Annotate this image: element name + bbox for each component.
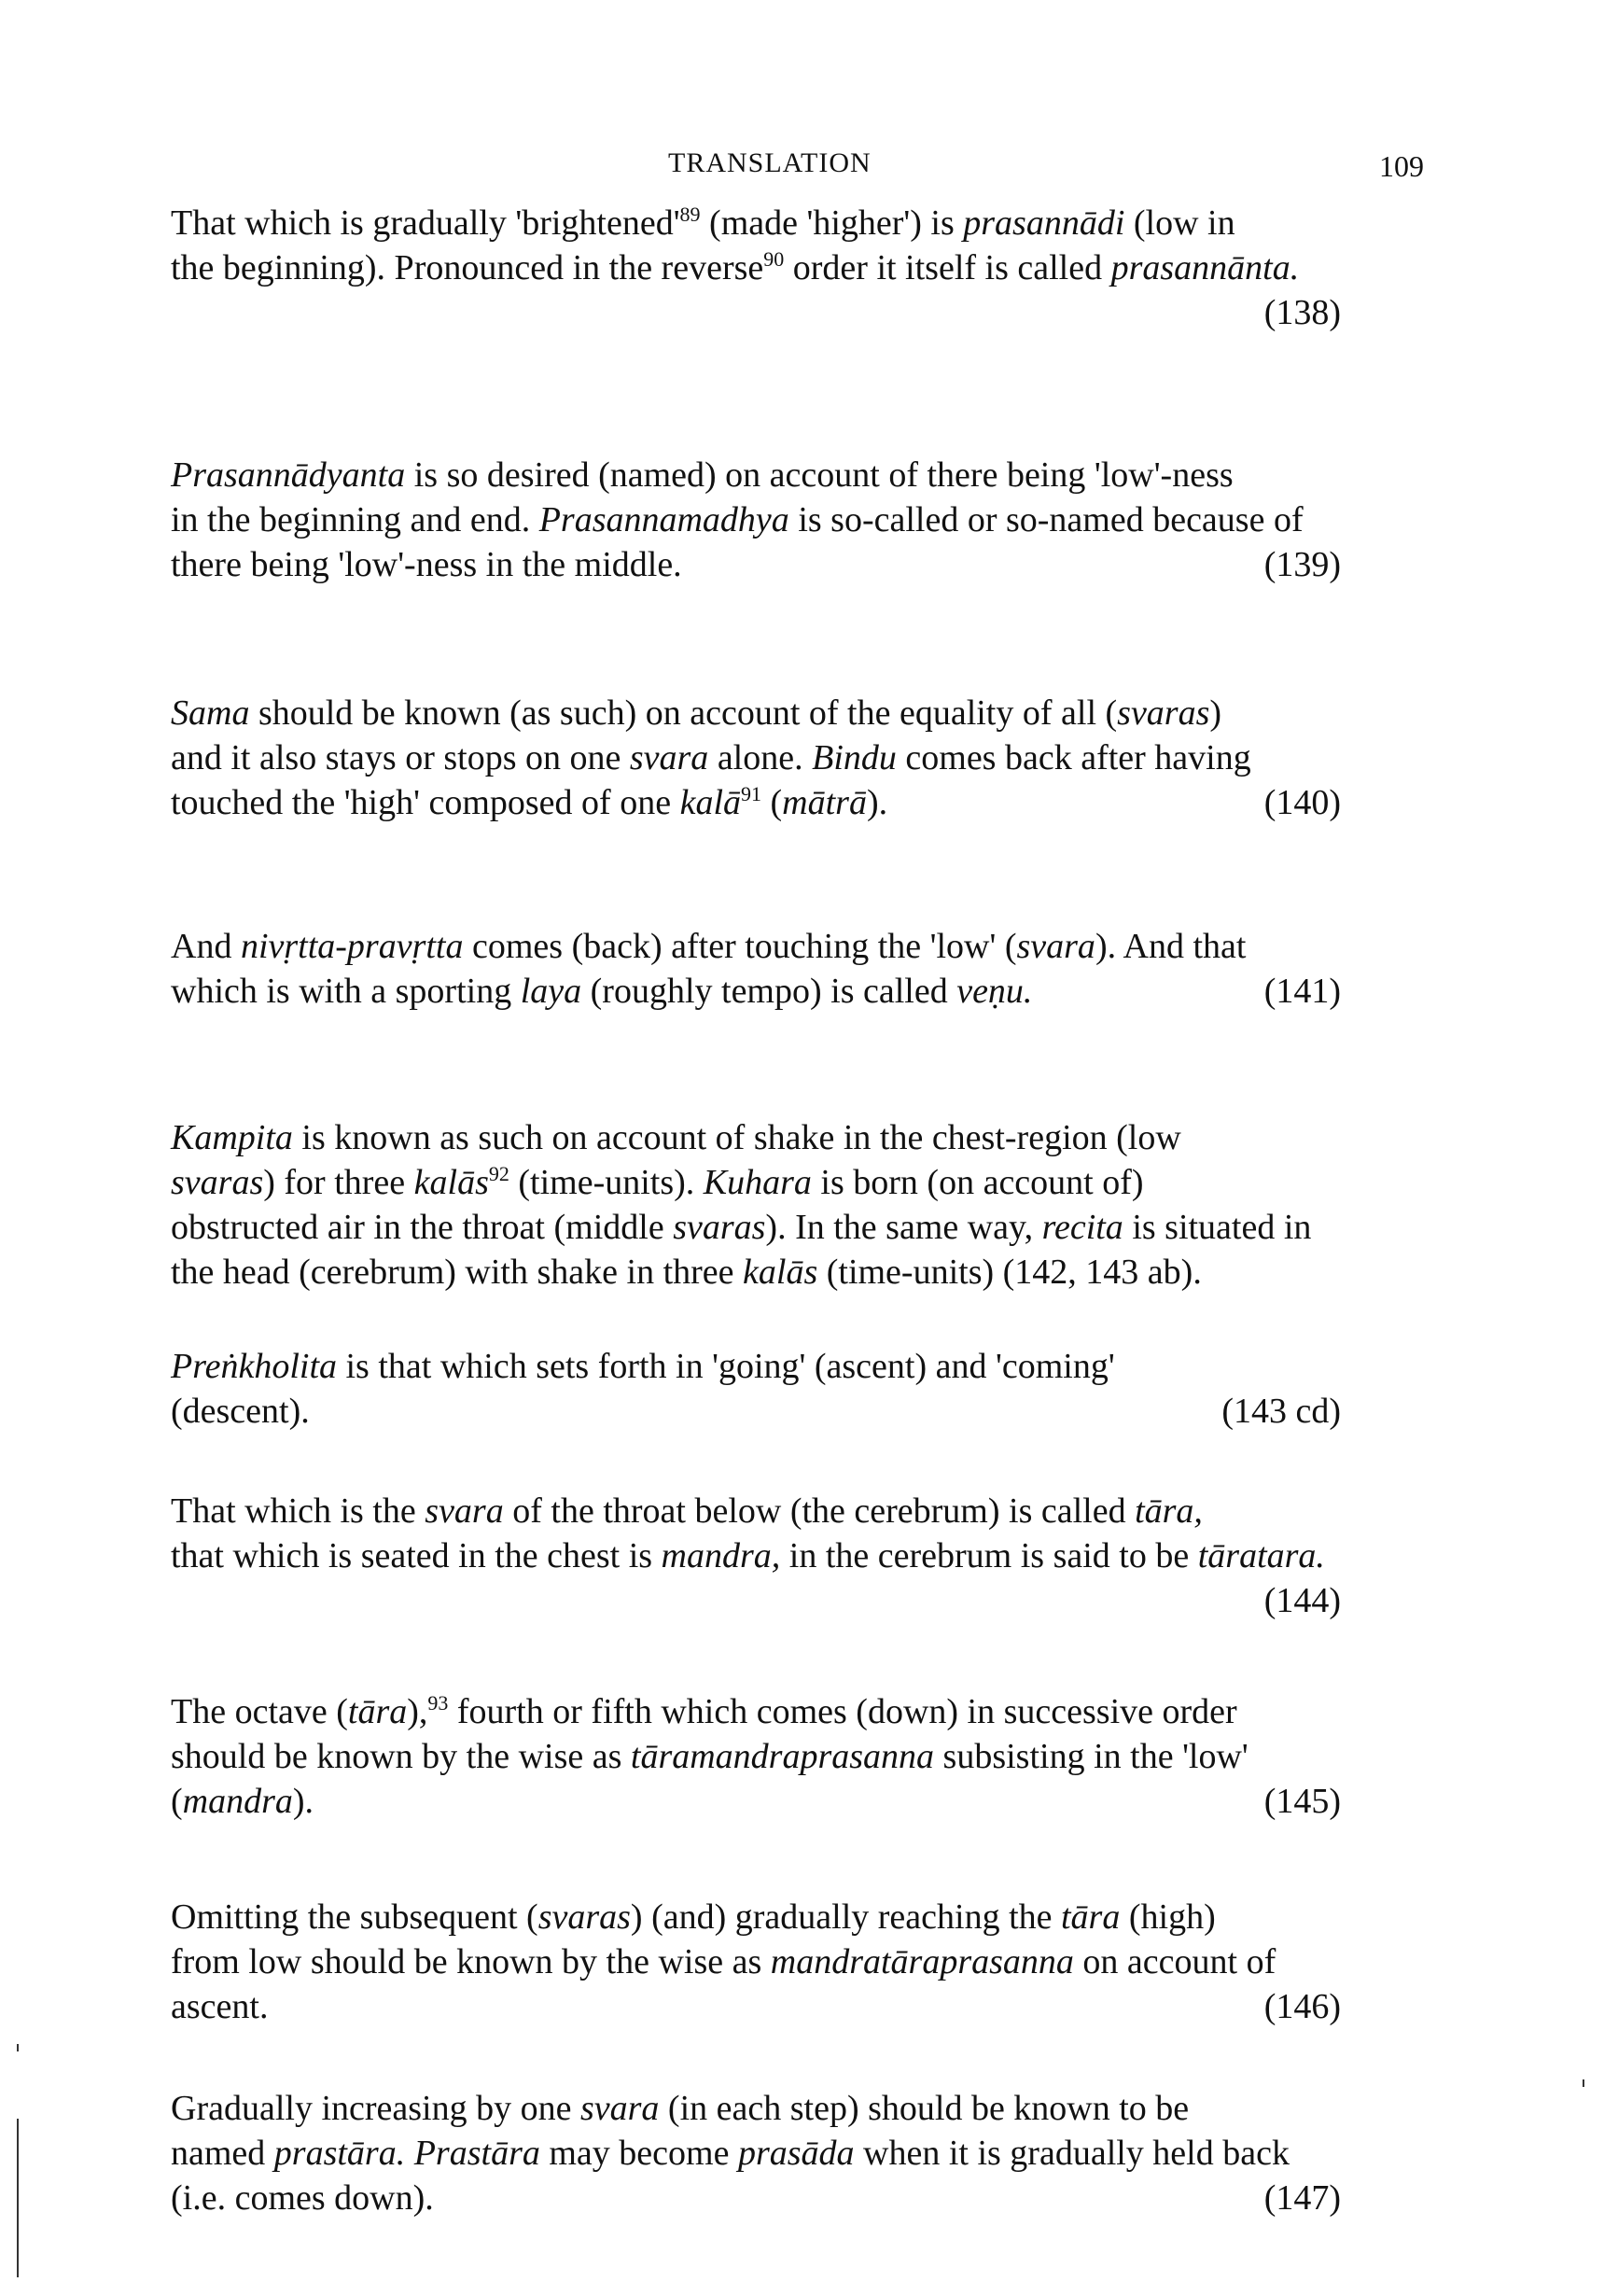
text-run: And <box>171 927 241 966</box>
italic-term: svaras <box>673 1208 766 1247</box>
italic-term: prasāda <box>737 2134 855 2173</box>
verse-line <box>171 691 1463 735</box>
text-run: in the cerebrum is said to be <box>780 1536 1198 1575</box>
footnote-marker: 90 <box>763 247 785 271</box>
verse-line <box>171 1250 1463 1295</box>
verse-reference: (140) <box>1263 783 1341 822</box>
verse-paragraph <box>171 1115 1463 1295</box>
verse-paragraph <box>171 2086 1463 2220</box>
italic-term: mandra <box>182 1782 293 1821</box>
footnote-marker: 91 <box>741 782 762 805</box>
verse-line <box>171 780 1463 825</box>
text-run: is that which sets forth in 'going' (ascent) and 'coming' <box>337 1347 1115 1386</box>
italic-term: kalās <box>743 1253 818 1292</box>
verse-line <box>171 497 1463 542</box>
text-run: ascent. <box>171 1987 269 2026</box>
verse-line <box>171 2176 1463 2220</box>
text-run: is so-called or so-named because of <box>788 500 1304 539</box>
verse-line <box>171 2131 1463 2176</box>
italic-term: kalās <box>413 1163 489 1202</box>
verse-paragraph <box>171 924 1463 1014</box>
italic-term: mandra, <box>661 1536 781 1575</box>
text-run: ). <box>292 1782 314 1821</box>
italic-term: Preṅkholita <box>171 1347 337 1386</box>
text-run: ) (and) gradually reaching the <box>630 1897 1061 1937</box>
text-run: That which is the <box>171 1491 425 1531</box>
line-text <box>171 1984 268 2029</box>
verse-line <box>171 453 1463 497</box>
italic-term: svaras <box>1117 693 1210 733</box>
verse-line <box>171 1939 1463 1984</box>
verse-line <box>171 1344 1463 1389</box>
italic-term: mandratāraprasanna <box>770 1942 1074 1981</box>
verse-line <box>171 1205 1463 1250</box>
italic-term: svaras <box>537 1897 631 1937</box>
line-text <box>171 1779 314 1824</box>
text-run: (made 'higher') is <box>700 203 964 243</box>
verse-line <box>171 735 1463 780</box>
text-run: Gradually increasing by one <box>171 2089 580 2128</box>
verse-reference: (141) <box>1263 972 1341 1011</box>
italic-term: Bindu <box>812 738 897 777</box>
verse-reference: (138) <box>1263 293 1341 332</box>
text-run: there being 'low'-ness in the middle. <box>171 545 682 584</box>
margin-mark <box>17 2044 19 2051</box>
italic-term: tāra <box>1061 1897 1121 1937</box>
text-run: order it itself is called <box>784 248 1111 287</box>
verse-line <box>171 924 1463 969</box>
text-run: (roughly tempo) is called <box>581 972 957 1011</box>
italic-term: veṇu. <box>956 972 1033 1011</box>
verse-line <box>171 1779 1463 1824</box>
verse-reference: (143 cd) <box>1221 1392 1341 1431</box>
text-run: may become <box>539 2134 738 2173</box>
footnote-marker: 93 <box>427 1691 449 1715</box>
text-run: should be known (as such) on account of the equality of all ( <box>249 693 1118 733</box>
verse-reference: (145) <box>1263 1782 1341 1821</box>
text-run: which is with a sporting <box>171 972 521 1011</box>
text-run: That which is gradually 'brightened' <box>171 203 680 243</box>
text-run: (time-units) (142, 143 ab). <box>817 1253 1202 1292</box>
italic-term: Kampita <box>171 1118 293 1157</box>
text-run: ), <box>407 1692 428 1731</box>
text-run: Omitting the subsequent ( <box>171 1897 538 1937</box>
text-run: the beginning). Pronounced in the reverse <box>171 248 764 287</box>
margin-rule <box>17 2119 19 2277</box>
text-run: (in each step) should be known to be <box>659 2089 1190 2128</box>
line-text <box>171 542 682 587</box>
text-run: named <box>171 2134 274 2173</box>
text-run: touched the 'high' composed of one <box>171 783 680 822</box>
text-run: from low should be known by the wise as <box>171 1942 771 1981</box>
text-run: (descent). <box>171 1392 310 1431</box>
text-run: (i.e. comes down). <box>171 2178 434 2218</box>
italic-term: svara <box>1016 927 1095 966</box>
verse-line <box>171 201 1463 245</box>
text-run: comes back after having <box>896 738 1251 777</box>
italic-term: Prasannādyanta <box>171 455 406 495</box>
text-run: is born (on account of) <box>811 1163 1144 1202</box>
text-run: ) <box>1209 693 1222 733</box>
italic-term: Sama <box>171 693 250 733</box>
italic-term: tāratara. <box>1197 1536 1325 1575</box>
verse-line <box>171 542 1463 587</box>
verse-reference: (139) <box>1263 545 1341 584</box>
text-run: (time-units). <box>509 1163 704 1202</box>
text-run: and it also stays or stops on one <box>171 738 630 777</box>
verse-line <box>171 245 1463 290</box>
verse-paragraph <box>171 691 1463 825</box>
italic-term: tāra, <box>1135 1491 1203 1531</box>
verse-line <box>171 1984 1463 2029</box>
italic-term: Prastāra <box>413 2134 540 2173</box>
text-run: (low in <box>1124 203 1235 243</box>
verse-line <box>171 1389 1463 1434</box>
italic-term: svara <box>579 2089 660 2128</box>
text-run: of the throat below (the cerebrum) is called <box>503 1491 1136 1531</box>
verse-line <box>171 1734 1463 1779</box>
text-run: The octave ( <box>171 1692 348 1731</box>
italic-term: recita <box>1041 1208 1123 1247</box>
running-title: TRANSLATION <box>668 147 872 178</box>
verse-reference: (144) <box>1263 1581 1341 1620</box>
text-run: in the beginning and end. <box>171 500 539 539</box>
verse-paragraph <box>171 1895 1463 2029</box>
page-number: 109 <box>1379 149 1424 183</box>
verse-paragraph <box>171 1689 1463 1824</box>
text-run: (high) <box>1120 1897 1216 1937</box>
text-run <box>405 2134 414 2173</box>
text-run: comes (back) after touching the 'low' ( <box>463 927 1017 966</box>
text-run: ). And that <box>1095 927 1247 966</box>
italic-term: Kuhara <box>703 1163 812 1202</box>
text-run: ( <box>171 1782 183 1821</box>
italic-term: tāra <box>347 1692 408 1731</box>
verse-paragraph <box>171 1344 1463 1434</box>
verse-paragraph <box>171 1489 1463 1623</box>
text-run: ). <box>866 783 888 822</box>
text-run: ). In the same way, <box>765 1208 1042 1247</box>
text-run: that which is seated in the chest is <box>171 1536 662 1575</box>
italic-term: mātrā <box>782 783 867 822</box>
verse-line <box>171 1160 1463 1205</box>
italic-term: kalā <box>679 783 742 822</box>
italic-term: Prasannamadhya <box>538 500 789 539</box>
verse-reference: (147) <box>1263 2178 1341 2218</box>
text-run: is situated in <box>1123 1208 1312 1247</box>
text-run: alone. <box>708 738 813 777</box>
verse-line <box>171 1689 1463 1734</box>
italic-term: svaras <box>171 1163 264 1202</box>
footnote-marker: 92 <box>488 1162 509 1185</box>
footnote-marker: 89 <box>679 203 701 226</box>
italic-term: laya <box>520 972 582 1011</box>
verse-line <box>171 1533 1463 1578</box>
verse-line <box>171 1895 1463 1939</box>
text-run: the head (cerebrum) with shake in three <box>171 1253 744 1292</box>
verse-paragraph <box>171 453 1463 587</box>
verse-line <box>171 2086 1463 2131</box>
text-run: ( <box>761 783 783 822</box>
text-run: obstructed air in the throat (middle <box>171 1208 674 1247</box>
italic-term: svara <box>629 738 709 777</box>
line-text <box>171 1389 310 1434</box>
verse-line <box>171 969 1463 1014</box>
italic-term: prastāra. <box>273 2134 406 2173</box>
margin-mark <box>1583 2079 1584 2087</box>
italic-term: prasannānta. <box>1110 248 1300 287</box>
verse-reference: (146) <box>1263 1987 1341 2026</box>
verse-paragraph <box>171 201 1463 335</box>
text-run: should be known by the wise as <box>171 1737 631 1776</box>
italic-term: prasannādi <box>963 203 1125 243</box>
text-run: when it is gradually held back <box>854 2134 1290 2173</box>
text-run: is so desired (named) on account of there being 'low'-ness <box>405 455 1234 495</box>
line-text <box>171 2176 434 2220</box>
verse-line <box>171 1115 1463 1160</box>
italic-term: svara <box>425 1491 504 1531</box>
italic-term: nivṛtta-pravṛtta <box>240 927 464 966</box>
text-run: fourth or fifth which comes (down) in successive order <box>448 1692 1237 1731</box>
text-run: ) for three <box>263 1163 414 1202</box>
text-run: subsisting in the 'low' <box>934 1737 1248 1776</box>
text-run: is known as such on account of shake in the chest-region (low <box>292 1118 1181 1157</box>
italic-term: tāramandraprasanna <box>630 1737 935 1776</box>
line-text <box>171 969 1032 1014</box>
verse-line <box>171 1489 1463 1533</box>
line-text <box>171 780 887 825</box>
text-run: on account of <box>1073 1942 1276 1981</box>
